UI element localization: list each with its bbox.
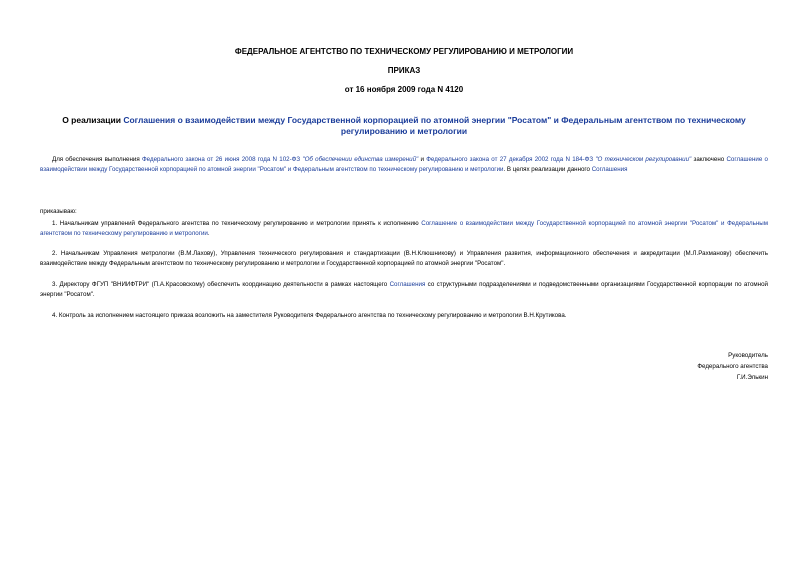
preamble-paragraph: [40, 155, 768, 175]
signature-name: Г.И.Элькин: [736, 374, 768, 381]
preamble-text: заключено: [691, 156, 727, 163]
agreement-link[interactable]: Соглашения о взаимодействии между Государственной корпорацией по атомной энергии "Росатом" и Федеральным агентством по техническому регулированию и метрологии: [123, 115, 746, 136]
law-102-fz-link[interactable]: Федерального закона от 26 июня 2008 года N 102-ФЗ: [141, 156, 301, 163]
law-184-fz-link[interactable]: Федерального закона от 27 декабря 2002 года N 184-ФЗ: [426, 156, 594, 163]
order-item-4: 4. Контроль за исполнением настоящего приказа возложить на заместителя Руководителя Федерального агентства по техническому регулированию и метрологии В.Н.Крутикова.: [52, 312, 567, 319]
law-184-fz-title-link[interactable]: "О техническом регулировании": [595, 156, 692, 163]
order-item-2: 2. Начальникам Управления метрологии (В.М.Лахову), Управления технического регулирования и стандартизации (В.Н.Клюшникову) и Управления развития, информационного обеспечения и аккредитации (М.Л.Рахманову) обеспечить взаимодействие между Федеральным агентством по техническому регулированию и метрологии и Государственной корпорацией по атомной энергии "Росатом".: [40, 250, 768, 267]
subject-prefix: О реализации: [62, 115, 124, 125]
document-body: [40, 0, 768, 571]
preamble-text: и: [418, 156, 427, 163]
signature-position: Руководитель: [728, 352, 768, 359]
order-subject: [40, 115, 768, 137]
preamble-text: Для обеспечения выполнения: [52, 156, 142, 163]
order-heading: ПРИКАЗ: [387, 66, 421, 75]
agreement-short-link[interactable]: Соглашения: [591, 166, 628, 173]
agreement-link[interactable]: Соглашение о взаимодействии между Государственной корпорацией по атомной энергии "Росатом" и Федеральным агентством по техническому регулированию и метрологии: [40, 156, 768, 173]
order-item-1: [40, 219, 768, 239]
item-text: со структурными подразделениями и подведомственными организациями Государственной корпорации по атомной энергии "Росатом".: [40, 281, 768, 298]
item-text: 1. Начальникам управлений Федерального агентства по техническому регулированию и метрологии принять к исполнению: [52, 220, 422, 227]
item-text: .: [207, 230, 210, 237]
agency-title: ФЕДЕРАЛЬНОЕ АГЕНТСТВО ПО ТЕХНИЧЕСКОМУ РЕГУЛИРОВАНИЮ И МЕТРОЛОГИИ: [234, 47, 574, 56]
agreement-short-link[interactable]: Соглашения: [389, 281, 426, 288]
law-102-fz-title-link[interactable]: "Об обеспечении единства измерений": [302, 156, 419, 163]
order-date: от 16 ноября 2009 года N 4120: [344, 85, 464, 94]
signature-agency: Федерального агентства: [697, 363, 768, 370]
order-item-3: [40, 280, 768, 300]
preamble-text: . В целях реализации данного: [503, 166, 592, 173]
orders-word: приказываю:: [40, 208, 77, 215]
agreement-link[interactable]: Соглашение о взаимодействии между Государственной корпорацией по атомной энергии "Росатом" и Федеральным агентством по техническому регулированию и метрологии: [40, 220, 768, 237]
item-text: 3. Директору ФГУП "ВНИИФТРИ" (П.А.Красовскому) обеспечить координацию деятельности в рамках настоящего: [52, 281, 390, 288]
